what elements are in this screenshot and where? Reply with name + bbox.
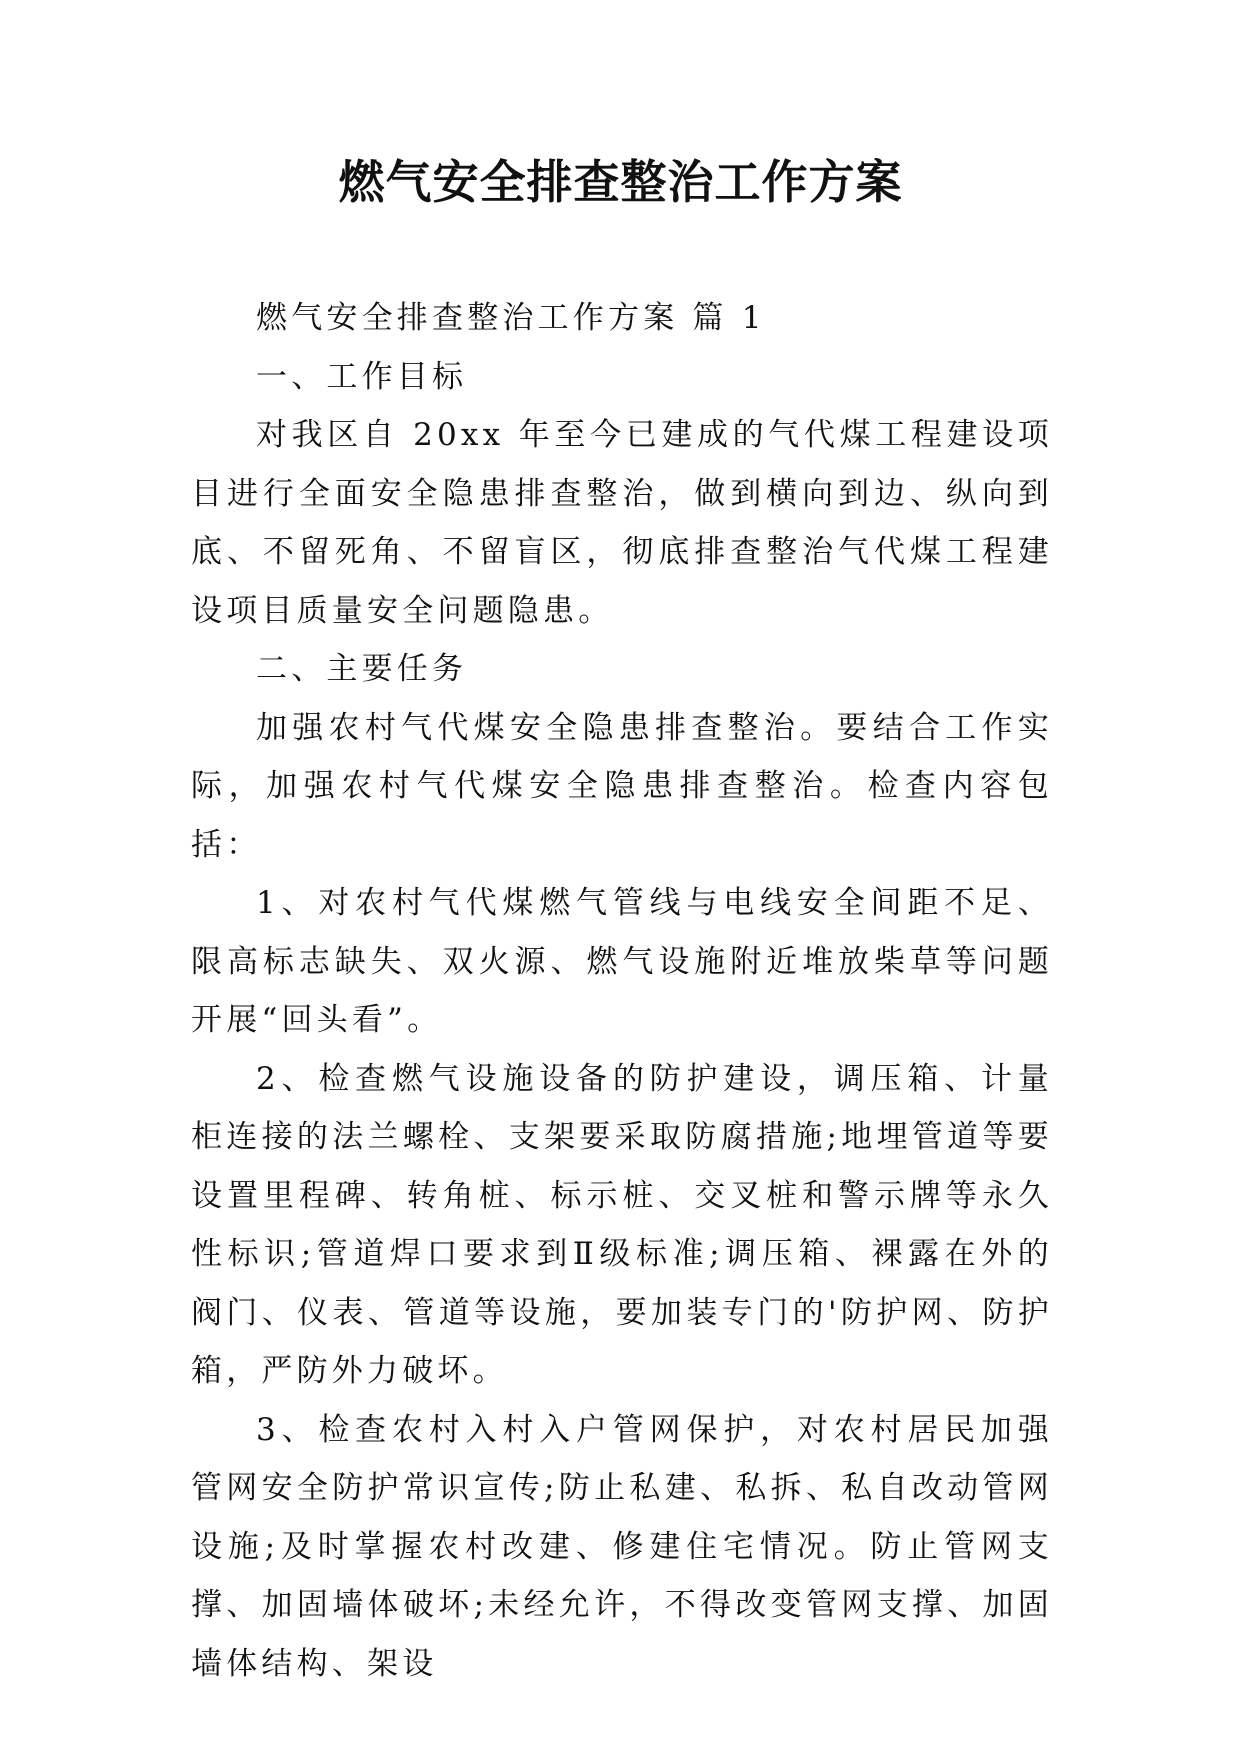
heading-main-tasks: 二、主要任务 [256, 651, 468, 687]
paragraph: 1、对农村气代煤燃气管线与电线安全间距不足、限高标志缺失、双火源、燃气设施附近堆放柴草等问题开展“回头看”。 [191, 885, 1053, 1038]
paragraph: 加强农村气代煤安全隐患排查整治。要结合工作实际，加强农村气代煤安全隐患排查整治。检查内容包括： [191, 709, 1053, 863]
section-heading: 燃气安全排查整治工作方案 篇 1 [256, 300, 766, 336]
document-title: 燃气安全排查整治工作方案 [338, 155, 903, 209]
document-body [191, 289, 1053, 1693]
paragraph: 对我区自 20xx 年至今已建成的气代煤工程建设项目进行全面安全隐患排查整治，做到横向到边、纵向到底、不留死角、不留盲区，彻底排查整治气代煤工程建设项目质量安全问题隐患。 [191, 417, 1053, 629]
heading-work-goal: 一、工作目标 [256, 358, 468, 395]
paragraph: 3、检查农村入村入户管网保护，对农村居民加强管网安全防护常识宣传;防止私建、私拆、私自改动管网设施;及时掌握农村改建、修建住宅情况。防止管网支撑、加固墙体破坏;未经允许，不得改变管网支撑、加固墙体结构、架设 [191, 1411, 1053, 1682]
paragraph: 2、检查燃气设施设备的防护建设，调压箱、计量柜连接的法兰螺栓、支架要采取防腐措施;地埋管道等要设置里程碑、转角桩、标示桩、交叉桩和警示牌等永久性标识;管道焊口要求到Ⅱ级标准;调压箱、裸露在外的阀门、仪表、管道等设施，要加装专门的'防护网、防护箱，严防外力破坏。 [191, 1060, 1053, 1389]
